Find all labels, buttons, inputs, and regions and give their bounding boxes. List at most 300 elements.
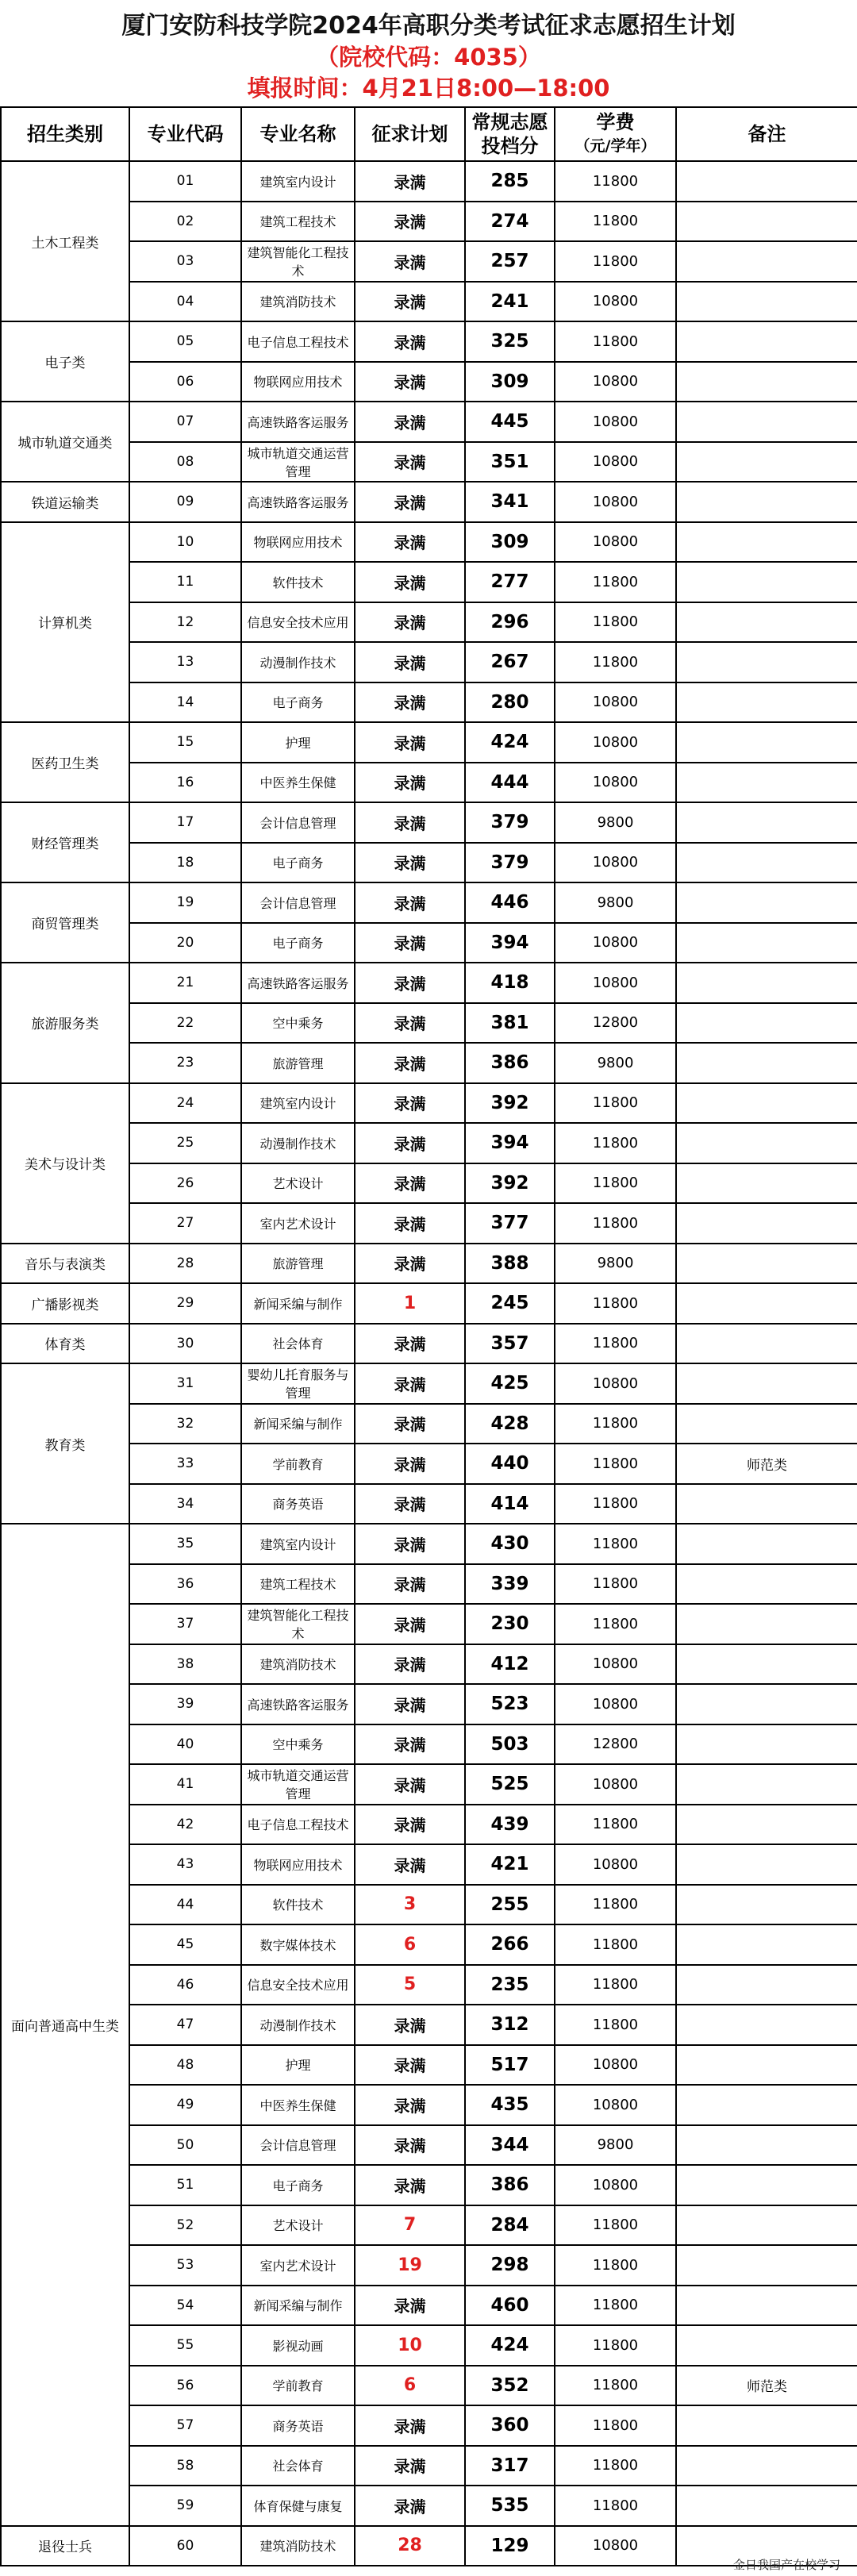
category-cell: 体育类 — [1, 1324, 129, 1364]
score-cell: 312 — [465, 2005, 555, 2045]
note-cell — [676, 1324, 857, 1364]
note-cell — [676, 642, 857, 682]
major-code-cell: 50 — [129, 2125, 241, 2166]
major-code-cell: 28 — [129, 1244, 241, 1284]
header-note: 备注 — [676, 107, 857, 161]
score-cell: 274 — [465, 202, 555, 242]
major-code-cell: 30 — [129, 1324, 241, 1364]
score-cell: 230 — [465, 1604, 555, 1644]
plan-cell: 录满 — [355, 1724, 465, 1765]
table-row — [1, 522, 857, 563]
fee-cell: 11800 — [555, 1965, 676, 2005]
table-row — [1, 843, 857, 883]
major-name-cell: 高速铁路客运服务 — [241, 482, 355, 522]
plan-cell: 19 — [355, 2245, 465, 2286]
major-name-cell: 电子商务 — [241, 2165, 355, 2205]
plan-cell: 录满 — [355, 482, 465, 522]
plan-cell: 录满 — [355, 722, 465, 763]
note-cell — [676, 1564, 857, 1605]
table-row — [1, 1564, 857, 1605]
major-code-cell: 58 — [129, 2446, 241, 2486]
page-title: 厦门安防科技学院2024年高职分类考试征求志愿招生计划 — [121, 12, 736, 40]
plan-cell: 录满 — [355, 963, 465, 1003]
major-code-cell: 19 — [129, 882, 241, 923]
score-cell: 285 — [465, 161, 555, 202]
note-cell — [676, 2446, 857, 2486]
plan-cell: 录满 — [355, 882, 465, 923]
table-row — [1, 2526, 857, 2566]
table-row — [1, 2205, 857, 2246]
fee-cell: 9800 — [555, 2125, 676, 2166]
header-score — [465, 107, 555, 161]
major-name-cell: 体育保健与康复 — [241, 2486, 355, 2526]
plan-cell: 录满 — [355, 1324, 465, 1364]
school-code: （院校代码：4035） — [316, 44, 541, 71]
major-name-cell: 高速铁路客运服务 — [241, 963, 355, 1003]
fee-cell: 11800 — [555, 1203, 676, 1244]
plan-cell: 28 — [355, 2526, 465, 2566]
fee-cell: 9800 — [555, 1043, 676, 1083]
note-cell — [676, 1644, 857, 1685]
major-name-cell: 商务英语 — [241, 2405, 355, 2446]
fee-cell: 11800 — [555, 1524, 676, 1564]
fee-cell: 10800 — [555, 2045, 676, 2086]
note-cell — [676, 963, 857, 1003]
note-cell — [676, 1244, 857, 1284]
major-name-cell: 社会体育 — [241, 2446, 355, 2486]
category-cell: 铁道运输类 — [1, 482, 129, 522]
major-name-cell: 电子信息工程技术 — [241, 1805, 355, 1845]
page-header — [0, 0, 857, 106]
major-code-cell: 14 — [129, 682, 241, 723]
table-row — [1, 1283, 857, 1324]
fee-cell: 10800 — [555, 1363, 676, 1404]
major-name-cell: 数字媒体技术 — [241, 1924, 355, 1965]
major-code-cell: 15 — [129, 722, 241, 763]
score-cell: 257 — [465, 241, 555, 282]
table-row — [1, 2366, 857, 2406]
plan-cell: 录满 — [355, 2405, 465, 2446]
table-row — [1, 202, 857, 242]
note-cell — [676, 602, 857, 643]
major-code-cell: 11 — [129, 562, 241, 602]
plan-cell: 录满 — [355, 2085, 465, 2125]
major-name-cell: 建筑工程技术 — [241, 1564, 355, 1605]
table-row — [1, 1924, 857, 1965]
table-row — [1, 963, 857, 1003]
category-cell: 旅游服务类 — [1, 963, 129, 1083]
table-row — [1, 882, 857, 923]
score-cell: 129 — [465, 2526, 555, 2566]
table-row — [1, 1163, 857, 1204]
major-code-cell: 17 — [129, 802, 241, 843]
fee-cell: 11800 — [555, 321, 676, 362]
fee-cell: 11800 — [555, 1163, 676, 1204]
major-name-cell: 动漫制作技术 — [241, 2005, 355, 2045]
major-code-cell: 25 — [129, 1123, 241, 1163]
note-cell — [676, 161, 857, 202]
major-name-cell: 旅游管理 — [241, 1043, 355, 1083]
plan-cell: 录满 — [355, 282, 465, 322]
score-cell: 341 — [465, 482, 555, 522]
score-cell: 386 — [465, 1043, 555, 1083]
score-cell: 298 — [465, 2245, 555, 2286]
major-code-cell: 01 — [129, 161, 241, 202]
fee-cell: 11800 — [555, 241, 676, 282]
fee-cell: 10800 — [555, 2526, 676, 2566]
score-cell: 517 — [465, 2045, 555, 2086]
fee-cell: 11800 — [555, 642, 676, 682]
score-cell: 460 — [465, 2286, 555, 2326]
table-row — [1, 2325, 857, 2366]
fee-cell: 10800 — [555, 282, 676, 322]
plan-cell: 录满 — [355, 2446, 465, 2486]
major-name-cell: 建筑智能化工程技术 — [241, 1604, 355, 1644]
note-cell — [676, 362, 857, 402]
major-code-cell: 52 — [129, 2205, 241, 2246]
application-deadline: 填报时间：4月21日8:00—18:00 — [247, 75, 610, 102]
table-row — [1, 642, 857, 682]
table-row — [1, 1844, 857, 1885]
major-code-cell: 22 — [129, 1003, 241, 1044]
plan-cell: 录满 — [355, 1805, 465, 1845]
major-name-cell: 建筑智能化工程技术 — [241, 241, 355, 282]
major-name-cell: 社会体育 — [241, 1324, 355, 1364]
note-cell — [676, 1764, 857, 1805]
major-code-cell: 03 — [129, 241, 241, 282]
plan-cell: 10 — [355, 2325, 465, 2366]
major-name-cell: 建筑工程技术 — [241, 202, 355, 242]
fee-cell: 12800 — [555, 1003, 676, 1044]
score-cell: 377 — [465, 1203, 555, 1244]
note-cell — [676, 1083, 857, 1124]
plan-cell: 录满 — [355, 522, 465, 563]
table-row — [1, 602, 857, 643]
plan-cell: 录满 — [355, 161, 465, 202]
major-code-cell: 04 — [129, 282, 241, 322]
note-cell — [676, 882, 857, 923]
fee-cell: 10800 — [555, 482, 676, 522]
header-score-line1: 常规志愿 — [471, 111, 548, 133]
note-cell — [676, 1003, 857, 1044]
major-code-cell: 38 — [129, 1644, 241, 1685]
fee-cell: 10800 — [555, 522, 676, 563]
major-code-cell: 08 — [129, 442, 241, 483]
fee-cell: 11800 — [555, 161, 676, 202]
table-row — [1, 1083, 857, 1124]
category-cell: 财经管理类 — [1, 802, 129, 882]
plan-cell: 3 — [355, 1885, 465, 1925]
note-cell — [676, 843, 857, 883]
score-cell: 424 — [465, 722, 555, 763]
fee-cell: 12800 — [555, 1724, 676, 1765]
major-name-cell: 新闻采编与制作 — [241, 1283, 355, 1324]
score-cell: 241 — [465, 282, 555, 322]
fee-cell: 11800 — [555, 1324, 676, 1364]
score-cell: 439 — [465, 1805, 555, 1845]
score-cell: 235 — [465, 1965, 555, 2005]
plan-cell: 录满 — [355, 1363, 465, 1404]
fee-cell: 10800 — [555, 1644, 676, 1685]
score-cell: 352 — [465, 2366, 555, 2406]
score-cell: 392 — [465, 1163, 555, 1204]
plan-cell: 录满 — [355, 1604, 465, 1644]
table-row — [1, 1644, 857, 1685]
fee-cell: 9800 — [555, 802, 676, 843]
major-name-cell: 高速铁路客运服务 — [241, 1684, 355, 1724]
major-name-cell: 城市轨道交通运营管理 — [241, 442, 355, 483]
table-row — [1, 2286, 857, 2326]
table-row — [1, 2125, 857, 2166]
major-code-cell: 48 — [129, 2045, 241, 2086]
note-cell — [676, 722, 857, 763]
note-cell — [676, 321, 857, 362]
major-name-cell: 电子信息工程技术 — [241, 321, 355, 362]
plan-cell: 5 — [355, 1965, 465, 2005]
header-fee — [555, 107, 676, 161]
table-row — [1, 763, 857, 803]
category-cell: 计算机类 — [1, 522, 129, 723]
major-code-cell: 35 — [129, 1524, 241, 1564]
major-code-cell: 47 — [129, 2005, 241, 2045]
major-name-cell: 旅游管理 — [241, 1244, 355, 1284]
note-cell: 师范类 — [676, 2366, 857, 2406]
major-name-cell: 动漫制作技术 — [241, 1123, 355, 1163]
score-cell: 267 — [465, 642, 555, 682]
table-row — [1, 2005, 857, 2045]
table-row — [1, 562, 857, 602]
plan-cell: 录满 — [355, 1684, 465, 1724]
table-row — [1, 2446, 857, 2486]
major-code-cell: 53 — [129, 2245, 241, 2286]
major-code-cell: 43 — [129, 1844, 241, 1885]
major-name-cell: 护理 — [241, 2045, 355, 2086]
major-code-cell: 54 — [129, 2286, 241, 2326]
fee-cell: 11800 — [555, 2405, 676, 2446]
major-code-cell: 21 — [129, 963, 241, 1003]
major-name-cell: 物联网应用技术 — [241, 362, 355, 402]
score-cell: 435 — [465, 2085, 555, 2125]
major-name-cell: 商务英语 — [241, 1484, 355, 1524]
fee-cell: 10800 — [555, 1764, 676, 1805]
major-name-cell: 婴幼儿托育服务与管理 — [241, 1363, 355, 1404]
major-name-cell: 物联网应用技术 — [241, 522, 355, 563]
major-code-cell: 45 — [129, 1924, 241, 1965]
table-row — [1, 362, 857, 402]
note-cell — [676, 682, 857, 723]
major-code-cell: 09 — [129, 482, 241, 522]
note-cell — [676, 1965, 857, 2005]
header-fee-line1: 学费 — [596, 111, 635, 133]
note-cell — [676, 241, 857, 282]
major-name-cell: 动漫制作技术 — [241, 642, 355, 682]
major-name-cell: 软件技术 — [241, 1885, 355, 1925]
note-cell — [676, 1684, 857, 1724]
plan-cell: 录满 — [355, 2286, 465, 2326]
note-cell — [676, 1924, 857, 1965]
score-cell: 414 — [465, 1484, 555, 1524]
score-cell: 381 — [465, 1003, 555, 1044]
major-code-cell: 60 — [129, 2526, 241, 2566]
major-name-cell: 空中乘务 — [241, 1003, 355, 1044]
note-cell — [676, 802, 857, 843]
plan-cell: 录满 — [355, 2005, 465, 2045]
score-cell: 379 — [465, 802, 555, 843]
category-cell: 美术与设计类 — [1, 1083, 129, 1244]
plan-cell: 录满 — [355, 1163, 465, 1204]
score-cell: 425 — [465, 1363, 555, 1404]
major-code-cell: 51 — [129, 2165, 241, 2205]
fee-cell: 10800 — [555, 843, 676, 883]
note-cell — [676, 2005, 857, 2045]
note-cell — [676, 1805, 857, 1845]
major-name-cell: 空中乘务 — [241, 1724, 355, 1765]
major-code-cell: 37 — [129, 1604, 241, 1644]
header-score-line2: 投档分 — [481, 135, 539, 157]
header-plan: 征求计划 — [355, 107, 465, 161]
plan-cell: 录满 — [355, 1644, 465, 1685]
fee-cell: 11800 — [555, 1805, 676, 1845]
note-cell — [676, 1163, 857, 1204]
note-cell — [676, 1123, 857, 1163]
fee-cell: 11800 — [555, 2366, 676, 2406]
note-cell: 师范类 — [676, 1444, 857, 1484]
plan-cell: 录满 — [355, 1444, 465, 1484]
major-name-cell: 建筑消防技术 — [241, 2526, 355, 2566]
plan-cell: 录满 — [355, 202, 465, 242]
plan-cell: 录满 — [355, 802, 465, 843]
major-code-cell: 05 — [129, 321, 241, 362]
plan-cell: 录满 — [355, 2165, 465, 2205]
table-row — [1, 402, 857, 442]
plan-cell: 录满 — [355, 2045, 465, 2086]
plan-cell: 录满 — [355, 1123, 465, 1163]
table-row — [1, 682, 857, 723]
fee-cell: 11800 — [555, 1083, 676, 1124]
table-row — [1, 321, 857, 362]
score-cell: 309 — [465, 362, 555, 402]
fee-cell: 11800 — [555, 1924, 676, 1965]
score-cell: 523 — [465, 1684, 555, 1724]
fee-cell: 11800 — [555, 1123, 676, 1163]
score-cell: 339 — [465, 1564, 555, 1605]
major-name-cell: 中医养生保健 — [241, 763, 355, 803]
score-cell: 430 — [465, 1524, 555, 1564]
score-cell: 379 — [465, 843, 555, 883]
table-row — [1, 1885, 857, 1925]
score-cell: 394 — [465, 1123, 555, 1163]
fee-cell: 11800 — [555, 2486, 676, 2526]
score-cell: 284 — [465, 2205, 555, 2246]
plan-cell: 录满 — [355, 442, 465, 483]
note-cell — [676, 1604, 857, 1644]
major-code-cell: 33 — [129, 1444, 241, 1484]
major-code-cell: 24 — [129, 1083, 241, 1124]
score-cell: 344 — [465, 2125, 555, 2166]
table-row — [1, 1324, 857, 1364]
fee-cell: 10800 — [555, 923, 676, 963]
note-cell — [676, 2286, 857, 2326]
score-cell: 444 — [465, 763, 555, 803]
plan-cell: 录满 — [355, 241, 465, 282]
fee-cell: 10800 — [555, 722, 676, 763]
plan-cell: 1 — [355, 1283, 465, 1324]
table-row — [1, 1043, 857, 1083]
note-cell — [676, 482, 857, 522]
major-code-cell: 32 — [129, 1404, 241, 1444]
note-cell — [676, 282, 857, 322]
note-cell — [676, 2205, 857, 2246]
note-cell — [676, 1283, 857, 1324]
major-code-cell: 31 — [129, 1363, 241, 1404]
table-row — [1, 1764, 857, 1805]
table-row — [1, 1123, 857, 1163]
header-code: 专业代码 — [129, 107, 241, 161]
table-row — [1, 282, 857, 322]
major-name-cell: 影视动画 — [241, 2325, 355, 2366]
score-cell: 418 — [465, 963, 555, 1003]
score-cell: 428 — [465, 1404, 555, 1444]
plan-cell: 录满 — [355, 362, 465, 402]
score-cell: 386 — [465, 2165, 555, 2205]
score-cell: 445 — [465, 402, 555, 442]
score-cell: 394 — [465, 923, 555, 963]
table-row — [1, 1524, 857, 1564]
major-name-cell: 建筑消防技术 — [241, 282, 355, 322]
major-name-cell: 会计信息管理 — [241, 882, 355, 923]
note-cell — [676, 923, 857, 963]
fee-cell: 11800 — [555, 1444, 676, 1484]
plan-cell: 录满 — [355, 2486, 465, 2526]
fee-cell: 11800 — [555, 562, 676, 602]
fee-cell: 11800 — [555, 1564, 676, 1605]
plan-cell: 录满 — [355, 602, 465, 643]
fee-cell: 11800 — [555, 2245, 676, 2286]
score-cell: 440 — [465, 1444, 555, 1484]
score-cell: 503 — [465, 1724, 555, 1765]
major-code-cell: 10 — [129, 522, 241, 563]
plan-cell: 录满 — [355, 843, 465, 883]
fee-cell: 10800 — [555, 1844, 676, 1885]
table-row — [1, 161, 857, 202]
category-cell: 面向普通高中生类 — [1, 1524, 129, 2526]
table-row — [1, 482, 857, 522]
fee-cell: 9800 — [555, 882, 676, 923]
watermark: 金日我国产在校学习 — [733, 2558, 841, 2572]
table-row — [1, 1604, 857, 1644]
note-cell — [676, 522, 857, 563]
score-cell: 392 — [465, 1083, 555, 1124]
table-row — [1, 1244, 857, 1284]
major-code-cell: 27 — [129, 1203, 241, 1244]
fee-cell: 11800 — [555, 2005, 676, 2045]
score-cell: 351 — [465, 442, 555, 483]
plan-cell: 录满 — [355, 1244, 465, 1284]
category-cell: 广播影视类 — [1, 1283, 129, 1324]
fee-cell: 10800 — [555, 1684, 676, 1724]
major-code-cell: 46 — [129, 1965, 241, 2005]
fee-cell: 10800 — [555, 963, 676, 1003]
table-row — [1, 1724, 857, 1765]
major-code-cell: 07 — [129, 402, 241, 442]
major-code-cell: 41 — [129, 1764, 241, 1805]
major-name-cell: 建筑室内设计 — [241, 161, 355, 202]
plan-cell: 录满 — [355, 321, 465, 362]
score-cell: 424 — [465, 2325, 555, 2366]
fee-cell: 11800 — [555, 2325, 676, 2366]
plan-cell: 录满 — [355, 1083, 465, 1124]
category-cell: 土木工程类 — [1, 161, 129, 321]
